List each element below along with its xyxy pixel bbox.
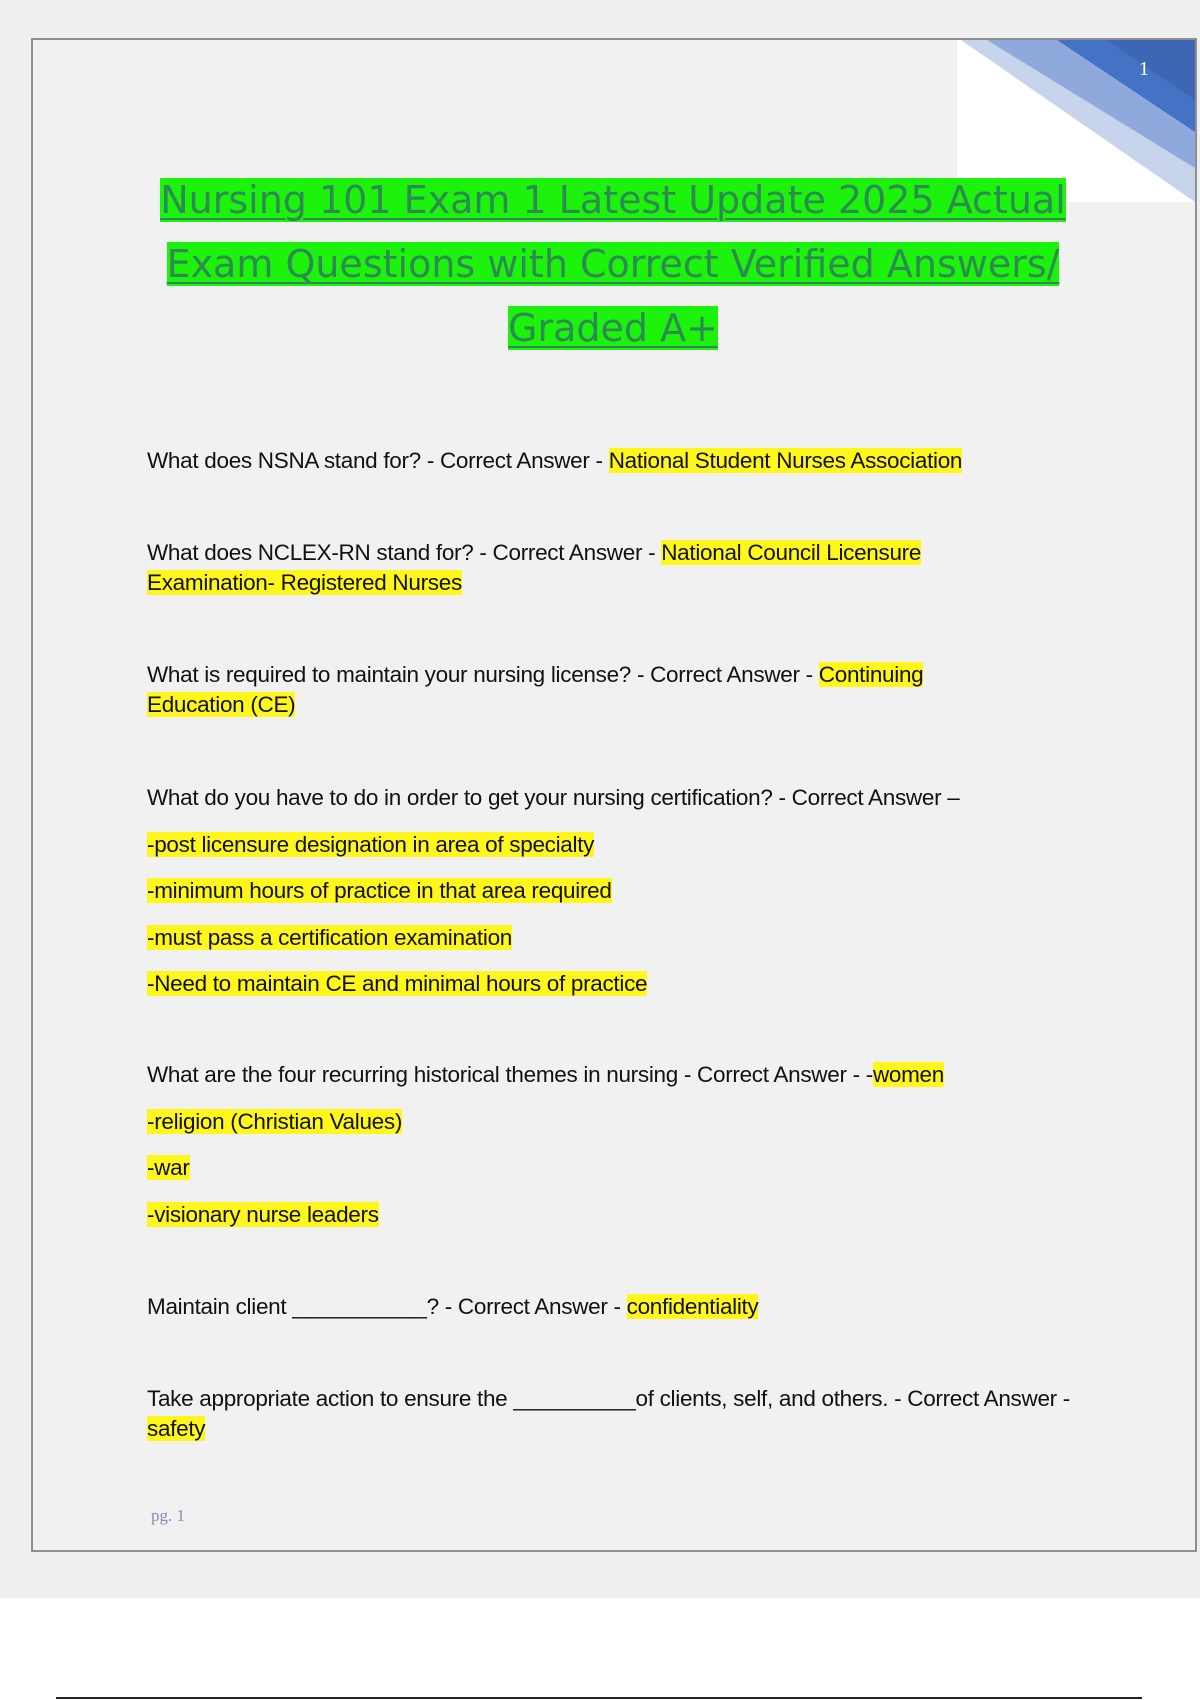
qa-item [147, 783, 1097, 813]
question-text: Maintain client ___________? - Correct Answer - [147, 1294, 627, 1319]
document-title [153, 168, 1073, 360]
answer-text: confidentiality [626, 1294, 759, 1319]
footer-page-label: pg. 1 [151, 1506, 185, 1525]
answer-text: safety [147, 1416, 206, 1441]
qa-item [147, 1384, 1107, 1444]
document-page [31, 38, 1197, 1552]
title-line-3: Graded A+ [508, 306, 718, 350]
next-page-area [0, 1598, 1200, 1700]
page-number: 1 [1139, 58, 1149, 80]
question-text: Take appropriate action to ensure the __________of clients, self, and others. - Correct Answer - [147, 1386, 1071, 1411]
answer-text: Continuing Education (CE) [147, 662, 924, 717]
qa-item [147, 446, 1097, 476]
page-divider-line [56, 1697, 1142, 1699]
answer-text: National Council Licensure Examination- Registered Nurses [147, 540, 922, 595]
answer-list-item: -post licensure designation in area of specialty [147, 832, 595, 857]
question-text: What does NSNA stand for? - Correct Answer - [147, 448, 609, 473]
qa-item [147, 538, 977, 598]
answer-list-item: -Need to maintain CE and minimal hours of practice [147, 971, 648, 996]
qa-item [147, 1292, 1097, 1322]
question-text: What is required to maintain your nursing license? - Correct Answer - [147, 662, 819, 687]
qa-item [147, 1060, 1097, 1090]
qa-item [147, 660, 987, 720]
answer-list-item: -must pass a certification examination [147, 925, 513, 950]
title-line-1: Nursing 101 Exam 1 Latest Update 2025 Actual [160, 178, 1066, 222]
title-line-2: Exam Questions with Correct Verified Answers/ [166, 242, 1060, 286]
answer-list-item: -visionary nurse leaders [147, 1202, 379, 1227]
question-text: What does NCLEX-RN stand for? - Correct Answer - [147, 540, 662, 565]
answer-list-item: -minimum hours of practice in that area required [147, 878, 612, 903]
answer-text: National Student Nurses Association [608, 448, 963, 473]
answer-list-item: -religion (Christian Values) [147, 1109, 403, 1134]
question-text: What are the four recurring historical themes in nursing - Correct Answer - - [147, 1062, 873, 1087]
answer-list-item: -war [147, 1155, 190, 1180]
answer-text: women [872, 1062, 944, 1087]
question-text: What do you have to do in order to get your nursing certification? - Correct Answer – [147, 785, 960, 810]
